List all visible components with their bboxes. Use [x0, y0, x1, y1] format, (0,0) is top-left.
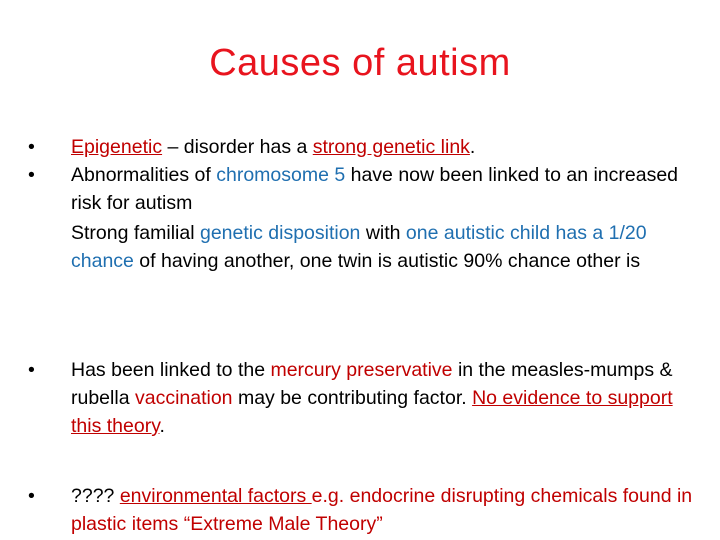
bullet-chromosome	[28, 161, 708, 275]
bullet-dot: •	[28, 485, 35, 507]
chromosome-5-phrase: chromosome 5	[216, 164, 346, 186]
bullet-mercury	[28, 356, 708, 440]
genetic-disposition-phrase: genetic disposition	[199, 222, 361, 244]
endocrine-phrase: e.g. endocrine disrupting chemicals found in plastic items “Extreme Male Theory”	[71, 485, 693, 535]
familial-paragraph: Strong familial genetic disposition with one autistic child has a 1/20 chance of having another, one twin is autistic 90% chance other is	[71, 222, 647, 272]
slide-title: Causes of autism	[209, 42, 511, 84]
bullet-epigenetic	[28, 133, 708, 161]
environmental-factors-phrase: environmental factors	[119, 485, 312, 507]
mercury-preservative-phrase: mercury preservative	[270, 359, 453, 381]
bullet-text: Epigenetic – disorder has a strong genetic link.	[71, 136, 476, 158]
no-evidence-phrase: No evidence to support this theory	[71, 387, 673, 437]
genetic-link-phrase: strong genetic link	[312, 136, 470, 158]
bullet-dot: •	[28, 359, 35, 381]
bullet-text: Has been linked to the mercury preservative in the measles-mumps & rubella vaccination may be contributing factor. No evidence to support this theory.	[71, 359, 673, 437]
bullet-dot: •	[28, 136, 35, 158]
one-autistic-child-phrase: one autistic child has a 1/20 chance	[71, 222, 647, 272]
bullet-environmental	[28, 482, 708, 538]
bullet-dot: •	[28, 164, 35, 186]
chromosome-paragraph: Abnormalities of chromosome 5 have now been linked to an increased risk for autism	[71, 164, 679, 214]
epigenetic-term: Epigenetic	[71, 136, 163, 158]
vaccination-phrase: vaccination	[134, 387, 233, 409]
bullet-text	[71, 161, 708, 275]
bullet-text: ???? environmental factors e.g. endocrine disrupting chemicals found in plastic items “Extreme Male Theory”	[71, 485, 693, 535]
